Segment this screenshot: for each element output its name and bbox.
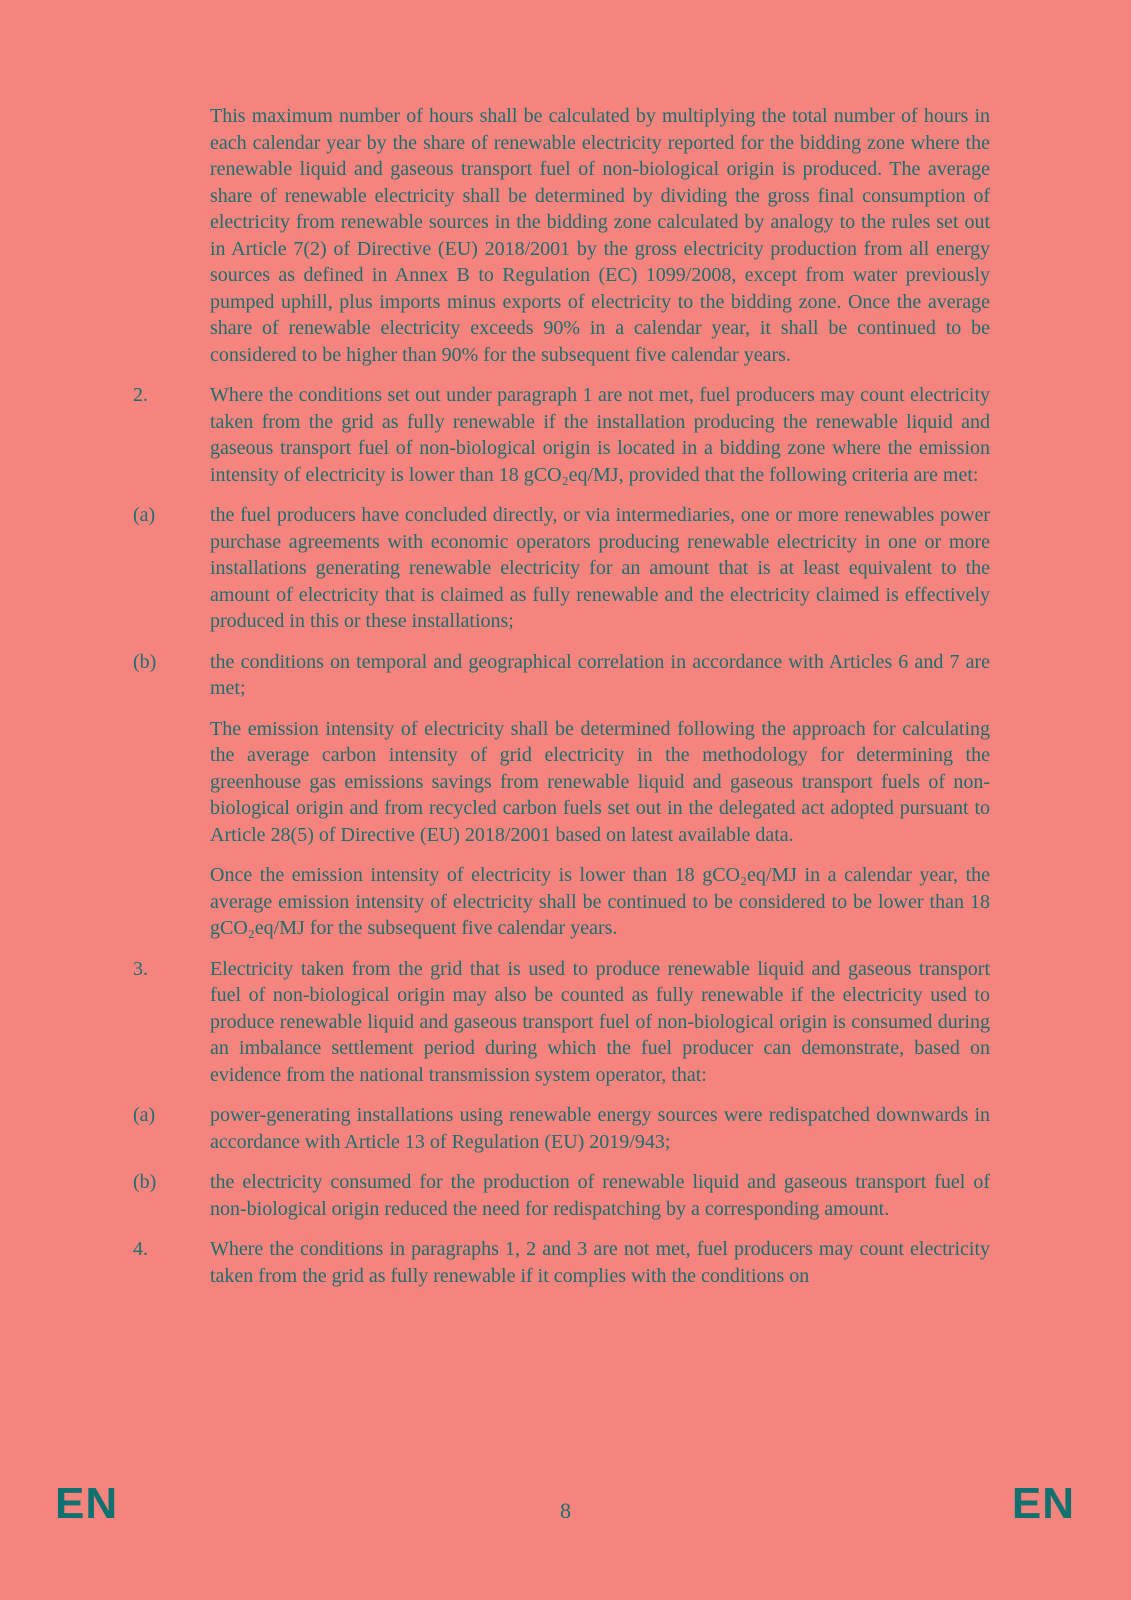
- paragraph-text: Where the conditions set out under paragraph 1 are not met, fuel producers may count electricity taken from the grid as fully renewable if the installation producing the renewable liquid and gaseous transport fuel of non-biological origin is located in a bidding zone where the emission intensity of electricity is lower than 18 gCO₂eq/MJ, provided that the following criteria are met:: [210, 384, 990, 486]
- paragraph-text: power-generating installations using renewable energy sources were redispatched downwards in accordance with Article 13 of Regulation (EU) 2019/943;: [210, 1104, 990, 1153]
- page-number: 8: [560, 1498, 571, 1523]
- paragraph-marker: 3.: [133, 957, 148, 980]
- paragraph-marker: [133, 862, 210, 942]
- paragraph: [133, 103, 990, 368]
- paragraph-marker: (b): [133, 1171, 157, 1193]
- paragraph-marker: (a): [133, 1104, 156, 1126]
- paragraph-text: This maximum number of hours shall be calculated by multiplying the total number of hours in each calendar year by the share of renewable electricity reported for the bidding zone where the renewable liquid and gaseous transport fuel of non-biological origin is produced. The average share of renewable electricity shall be determined by dividing the gross final consumption of electricity from renewable sources in the bidding zone calculated by analogy to the rules set out in Article 7(2) of Directive (EU) 2018/2001 by the gross electricity production from all energy sources as defined in Annex B to Regulation (EC) 1099/2008, except from water previously pumped uphill, plus imports minus exports of electricity to the bidding zone. Once the average share of renewable electricity exceeds 90% in a calendar year, it shall be continued to be considered to be higher than 90% for the subsequent five calendar years.: [210, 105, 990, 366]
- paragraph-text: The emission intensity of electricity shall be determined following the approach for calculating the average carbon intensity of grid electricity in the methodology for determining the greenhouse gas emissions savings from renewable liquid and gaseous transport fuels of non-biological origin and from recycled carbon fuels set out in the delegated act adopted pursuant to Article 28(5) of Directive (EU) 2018/2001 based on latest available data.: [210, 717, 990, 846]
- paragraph-text: Once the emission intensity of electricity is lower than 18 gCO₂eq/MJ in a calendar year, the average emission intensity of electricity shall be continued to be considered to be lower than 18 gCO₂eq/MJ for the subsequent five calendar years.: [210, 864, 990, 939]
- footer-language-left: EN: [55, 1479, 119, 1528]
- paragraph: [133, 956, 990, 1089]
- paragraph: [133, 1169, 990, 1222]
- paragraph: [133, 382, 990, 488]
- paragraph-marker: [133, 716, 210, 849]
- paragraph-text: the fuel producers have concluded directly, or via intermediaries, one or more renewables power purchase agreements with economic operators producing renewable electricity in one or more installations generating renewable electricity for an amount that is at least equivalent to the amount of electricity that is claimed as fully renewable and the electricity claimed is effectively produced in this or these installations;: [210, 504, 990, 632]
- footer-language-right: EN: [1011, 1479, 1075, 1528]
- paragraph-marker: (a): [133, 504, 156, 526]
- paragraph-marker: (b): [133, 650, 157, 673]
- paragraph-text: Electricity taken from the grid that is used to produce renewable liquid and gaseous transport fuel of non-biological origin may also be counted as fully renewable if the electricity used to produce renewable liquid and gaseous transport fuel of non-biological origin is consumed during an imbalance settlement period during which the fuel producer can demonstrate, based on evidence from the national transmission system operator, that:: [210, 957, 990, 1086]
- paragraph-marker: [133, 103, 210, 368]
- paragraph-text: the conditions on temporal and geographical correlation in accordance with Articles 6 and 7 are met;: [210, 650, 990, 699]
- paragraph: [133, 502, 990, 635]
- paragraph: [133, 862, 990, 942]
- paragraph: [133, 1102, 990, 1155]
- document-body: [133, 103, 990, 1303]
- paragraph-text: Where the conditions in paragraphs 1, 2 and 3 are not met, fuel producers may count electricity taken from the grid as fully renewable if it complies with the conditions on: [210, 1238, 990, 1287]
- paragraph: [133, 716, 990, 849]
- paragraph: [133, 1236, 990, 1289]
- paragraph-marker: 4.: [133, 1238, 148, 1260]
- paragraph-text: the electricity consumed for the production of renewable liquid and gaseous transport fuel of non-biological origin reduced the need for redispatching by a corresponding amount.: [210, 1171, 990, 1220]
- paragraph: [133, 649, 990, 702]
- paragraph-marker: 2.: [133, 384, 148, 406]
